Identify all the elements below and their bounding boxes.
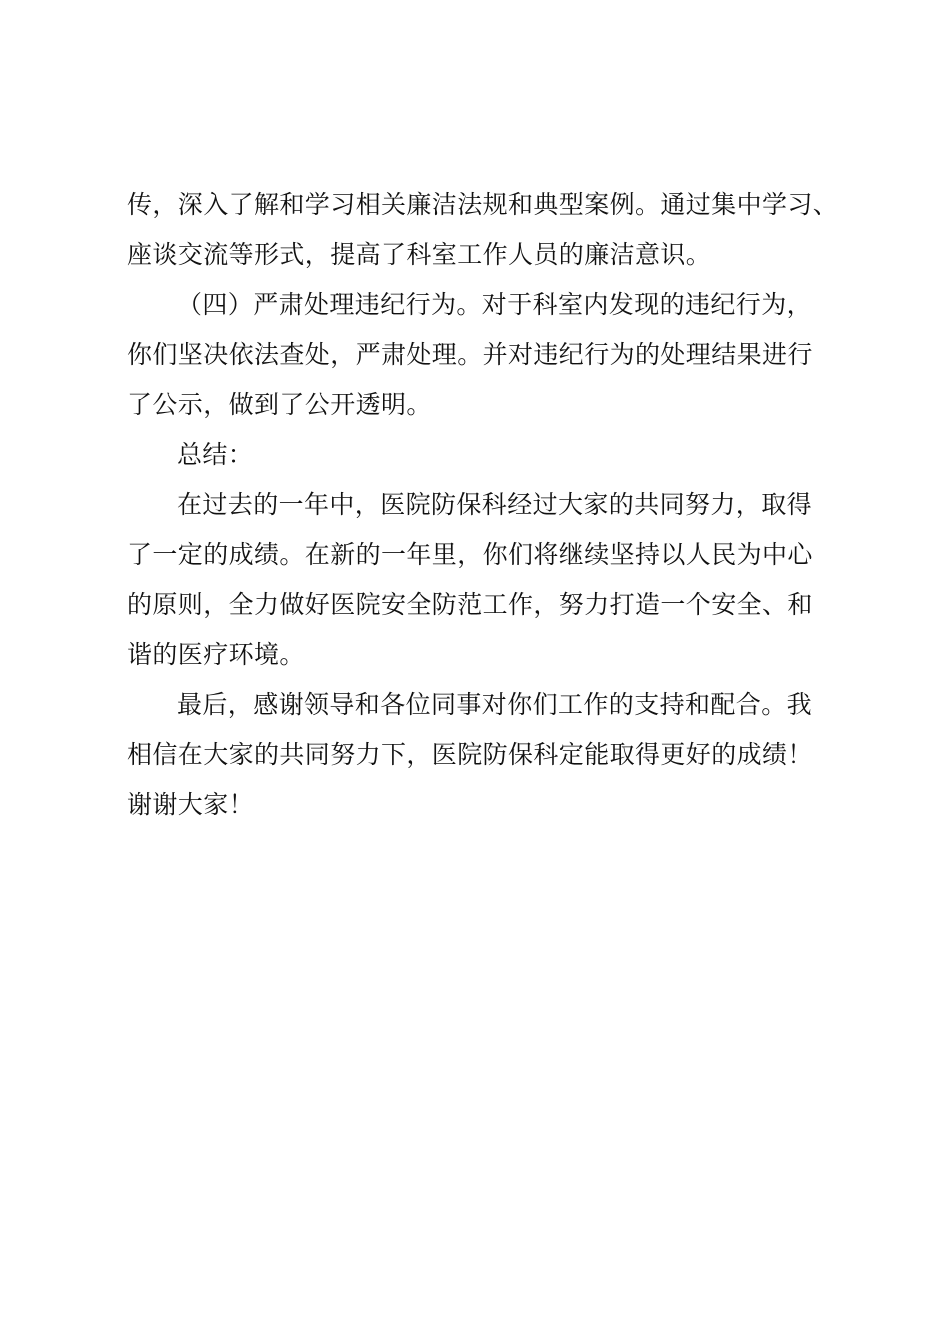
paragraph-line: 的原则，全力做好医院安全防范工作，努力打造一个安全、和	[127, 590, 813, 619]
document-body	[127, 180, 837, 830]
paragraph-line: 你们坚决依法查处，严肃处理。并对违纪行为的处理结果进行	[127, 340, 813, 369]
paragraph-line: 在过去的一年中，医院防保科经过大家的共同努力，取得	[177, 490, 813, 519]
paragraph-line: 了公示，做到了公开透明。	[127, 390, 432, 419]
paragraph-line: 谐的医疗环境。	[127, 640, 305, 669]
closing-line: 谢谢大家！	[127, 790, 255, 819]
paragraph-line: 最后，感谢领导和各位同事对你们工作的支持和配合。我	[177, 690, 813, 719]
summary-heading: 总结：	[177, 440, 254, 469]
paragraph-line: 座谈交流等形式，提高了科室工作人员的廉洁意识。	[127, 240, 712, 269]
paragraph-line: 传，深入了解和学习相关廉洁法规和典型案例。通过集中学习、	[127, 190, 839, 219]
paragraph-line: （四）严肃处理违纪行为。对于科室内发现的违纪行为，	[177, 290, 813, 319]
paragraph-line: 了一定的成绩。在新的一年里，你们将继续坚持以人民为中心	[127, 540, 813, 569]
paragraph-line: 相信在大家的共同努力下，医院防保科定能取得更好的成绩！	[127, 740, 813, 769]
